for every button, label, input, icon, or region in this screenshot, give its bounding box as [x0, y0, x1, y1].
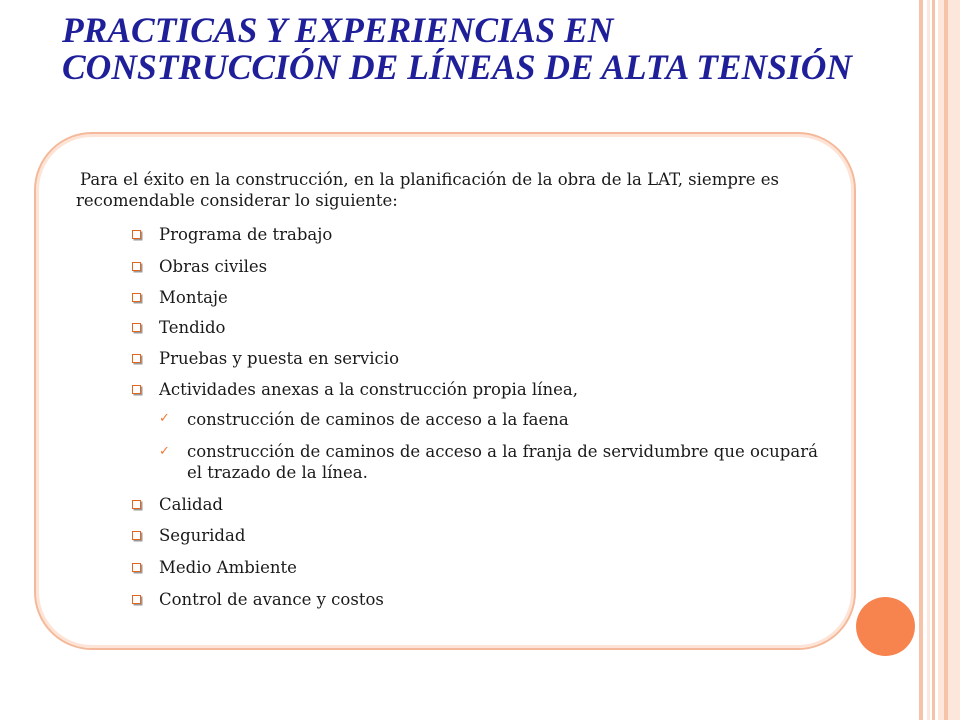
list-item: Medio Ambiente	[159, 558, 297, 577]
list-item: Pruebas y puesta en servicio	[159, 349, 399, 368]
list-item: Programa de trabajo	[159, 225, 333, 244]
sub-list-item: construcción de caminos de acceso a la franja de servidumbre que ocupará el trazado de la línea.	[187, 442, 818, 482]
square-bullet-icon	[132, 293, 141, 302]
decor-stripe-3	[932, 0, 935, 720]
decor-stripe-2	[927, 0, 930, 720]
square-bullet-icon	[132, 354, 141, 363]
square-bullet-icon	[132, 323, 141, 332]
decor-stripe-5	[944, 0, 948, 720]
square-bullet-icon	[132, 563, 141, 572]
square-bullet-icon	[132, 262, 141, 271]
check-bullet-icon: ✓	[159, 444, 170, 459]
square-bullet-icon	[132, 385, 141, 394]
list-item: Tendido	[159, 318, 226, 337]
list-item: Actividades anexas a la construcción propia línea,	[159, 380, 578, 399]
decor-stripe-4	[938, 0, 960, 720]
sub-list-item: construcción de caminos de acceso a la faena	[187, 410, 569, 429]
orange-circle-decoration	[856, 597, 915, 656]
square-bullet-icon	[132, 531, 141, 540]
square-bullet-icon	[132, 500, 141, 509]
slide-title: PRACTICAS Y EXPERIENCIAS EN CONSTRUCCIÓN DE LÍNEAS DE ALTA TENSIÓN	[62, 10, 853, 87]
list-item: Control de avance y costos	[159, 590, 384, 609]
square-bullet-icon	[132, 230, 141, 239]
list-item: Seguridad	[159, 526, 246, 545]
list-item: Calidad	[159, 495, 223, 514]
intro-text: Para el éxito en la construcción, en la planificación de la obra de la LAT, siempre es recomendable considerar lo siguiente:	[76, 170, 780, 210]
list-item: Montaje	[159, 288, 228, 307]
check-bullet-icon: ✓	[159, 411, 170, 426]
decor-stripe-1	[919, 0, 923, 720]
list-item: Obras civiles	[159, 257, 268, 276]
square-bullet-icon	[132, 595, 141, 604]
